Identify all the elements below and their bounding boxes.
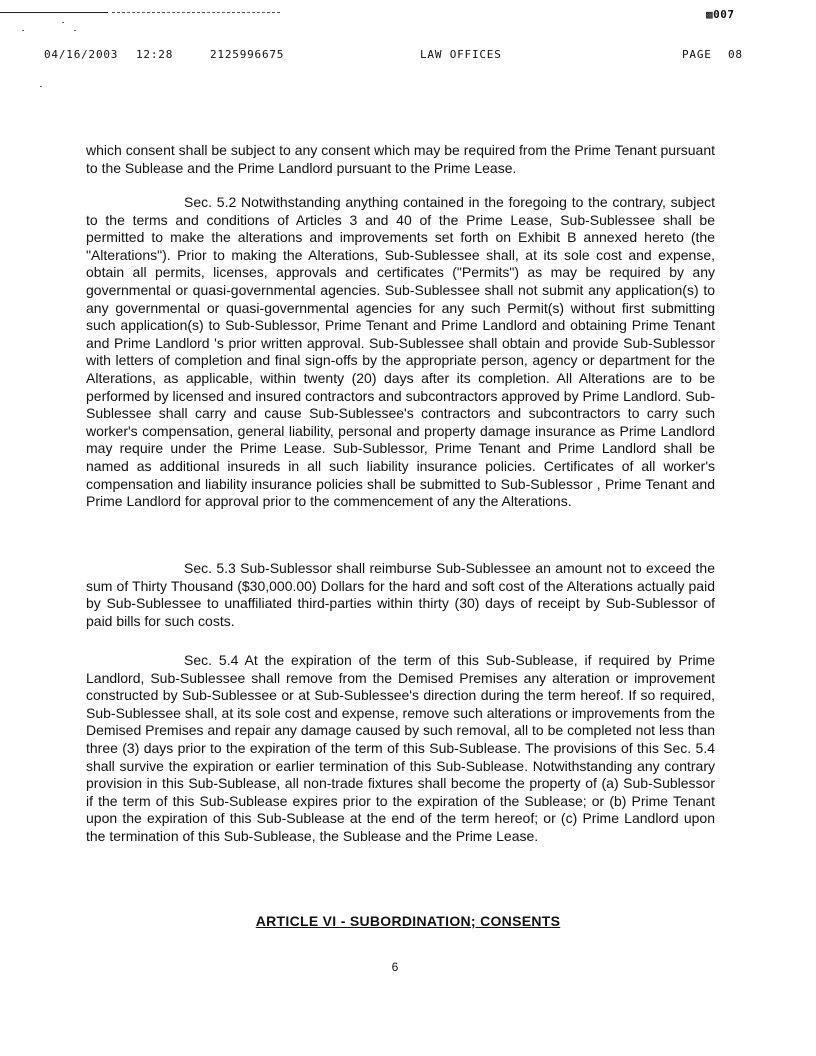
article-heading: ARTICLE VI - SUBORDINATION; CONSENTS xyxy=(255,913,561,929)
fax-top-rule xyxy=(0,12,108,13)
paragraph-continuation: which consent shall be subject to any consent which may be required from the Prime Tenant pursuant to the Sublease and the Prime Landlord pursuant to the Prime Lease. xyxy=(86,142,715,176)
fax-time: 12:28 xyxy=(136,48,174,61)
paragraph-sec-5-3: Sec. 5.3 Sub-Sublessor shall reimburse Sub-Sublessee an amount not to exceed the sum of Thirty Thousand ($30,000.00) Dollars for the hard and soft cost of the Alterations actually paid by Sub-Sublessee to unaffiliated third-parties within thirty (30) days of receipt by Sub-Sublessor of paid bills for such costs. xyxy=(86,560,715,629)
fax-counter-value: 007 xyxy=(713,8,735,21)
fax-page-number: 08 xyxy=(728,48,743,61)
paragraph-sec-5-2: Sec. 5.2 Notwithstanding anything contained in the foregoing to the contrary, subject to the terms and conditions of Articles 3 and 40 of the Prime Lease, Sub-Sublessee shall be permitted to make the alterations and improvements set forth on Exhibit B annexed hereto (the "Alterations"). Prior to making the Alterations, Sub-Sublessee shall, at its sole cost and expense, obtain all permits, licenses, approvals and certificates ("Permits") as may be required by any governmental or quasi-governmental agencies. Sub-Sublessee shall not submit any application(s) to any governmental or quasi-governmental agencies for any such Permit(s) without first submitting such application(s) to Sub-Sublessor, Prime Tenant and Prime Landlord and obtaining Prime Tenant and Prime Landlord 's prior written approval. Sub-Sublessee shall obtain and provide Sub-Sublessor with letters of completion and final sign-offs by the appropriate person, agency or department for the Alterations, as applicable, within twenty (20) days after its completion. All Alterations are to be performed by licensed and insured contractors and subcontractors approved by Prime Landlord. Sub-Sublessee shall carry and cause Sub-Sublessee's contractors and subcontractors to carry such worker's compensation, general liability, personal and property damage insurance as Prime Landlord may require under the Prime Lease. Sub-Sublessor, Prime Tenant and Prime Landlord shall be named as additional insureds in all such liability insurance policies. Certificates of all worker's compensation and liability insurance policies shall be submitted to Sub-Sublessor , Prime Tenant and Prime Landlord for approval prior to the commencement of any the Alterations. xyxy=(86,194,715,510)
fax-page-label: PAGE xyxy=(682,48,712,61)
paragraph-sec-5-4: Sec. 5.4 At the expiration of the term of this Sub-Sublease, if required by Prime Landlord, Sub-Sublessee shall remove from the Demised Premises any alteration or improvement constructed by Sub-Sublessee or at Sub-Sublessee's direction during the term hereof. If so required, Sub-Sublessee shall, at its sole cost and expense, remove such alterations or improvements from the Demised Premises and repair any damage caused by such removal, all to be completed not less than three (3) days prior to the expiration of the term of this Sub-Sublease. The provisions of this Sec. 5.4 shall survive the expiration or earlier termination of this Sub-Sublease. Notwithstanding any contrary provision in this Sub-Sublease, all non-trade fixtures shall become the property of (a) Sub-Sublessor if the term of this Sub-Sublease expires prior to the expiration of the Sublease; or (b) Prime Tenant upon the expiration of this Sub-Sublease at the end of the term hereof; or (c) Prime Landlord upon the termination of this Sub-Sublease, the Sublease and the Prime Lease. xyxy=(86,652,715,844)
scan-speck xyxy=(22,30,24,31)
scan-speck xyxy=(74,30,76,31)
fax-sender: LAW OFFICES xyxy=(420,48,502,61)
page-number: 6 xyxy=(391,960,399,974)
fax-date: 04/16/2003 xyxy=(44,48,119,61)
fax-phone: 2125996675 xyxy=(210,48,285,61)
fax-top-dashed-rule xyxy=(112,12,280,13)
scan-speck xyxy=(40,86,42,87)
fax-counter: ▩007 xyxy=(706,8,735,21)
scan-speck xyxy=(62,22,64,23)
